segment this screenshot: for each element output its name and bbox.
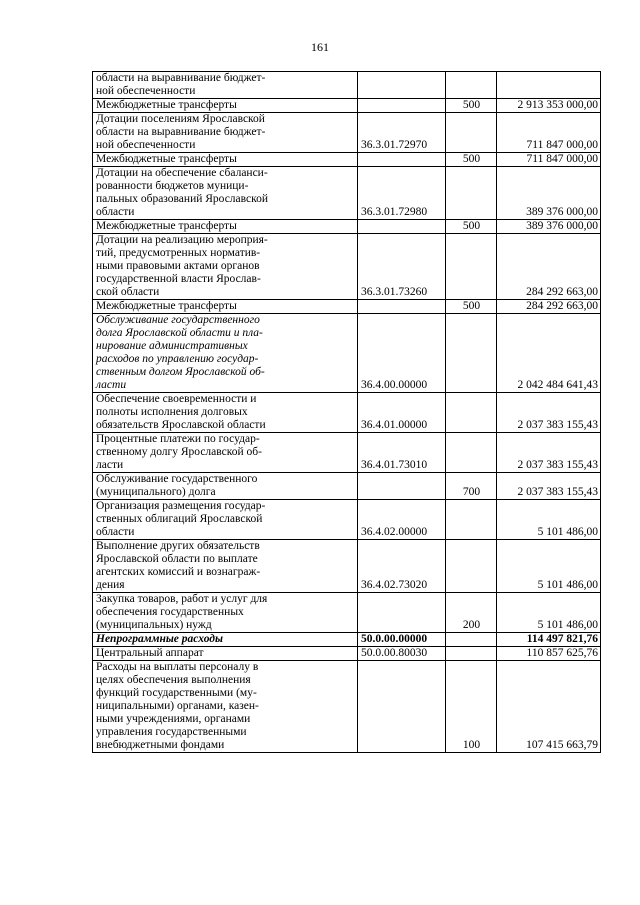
table-row bbox=[93, 99, 601, 113]
expense-name-line: Ярославской области по выплате bbox=[96, 553, 258, 565]
table-row bbox=[93, 314, 601, 393]
expense-type-cell bbox=[446, 540, 497, 593]
expense-name-line: ниципальными) органами, казен- bbox=[96, 700, 259, 712]
expense-name-line: (муниципальных) нужд bbox=[96, 619, 212, 631]
expense-name-cell bbox=[93, 220, 358, 234]
expense-name-line: нирование административных bbox=[96, 340, 248, 352]
expense-name-line: Закупка товаров, работ и услуг для bbox=[96, 593, 268, 605]
expense-name-line: Выполнение других обязательств bbox=[96, 540, 260, 552]
expense-name-line: Обслуживание государственного bbox=[96, 473, 258, 485]
expense-name-cell bbox=[93, 540, 358, 593]
amount-cell: 711 847 000,00 bbox=[497, 113, 601, 153]
expense-type-cell bbox=[446, 393, 497, 433]
table-row bbox=[93, 113, 601, 153]
amount-cell: 284 292 663,00 bbox=[497, 300, 601, 314]
amount-cell: 107 415 663,79 bbox=[497, 661, 601, 753]
expense-name-line: агентских комиссий и вознаграж- bbox=[96, 566, 261, 578]
target-code-cell bbox=[358, 72, 446, 99]
expense-type-cell bbox=[446, 314, 497, 393]
expense-type-cell: 500 bbox=[446, 153, 497, 167]
expense-name-cell bbox=[93, 314, 358, 393]
expense-type-cell bbox=[446, 72, 497, 99]
table-row bbox=[93, 633, 601, 647]
expense-type-cell: 500 bbox=[446, 99, 497, 113]
expense-name-line: Межбюджетные трансферты bbox=[96, 153, 237, 165]
expense-name-line: Межбюджетные трансферты bbox=[96, 220, 237, 232]
expense-name-line: Центральный аппарат bbox=[96, 647, 204, 659]
expense-name-cell bbox=[93, 593, 358, 633]
target-code-cell: 36.4.00.00000 bbox=[358, 314, 446, 393]
expense-name-line: Расходы на выплаты персоналу в bbox=[96, 661, 259, 673]
expense-name-line: ской области bbox=[96, 286, 160, 298]
page-number: 161 bbox=[311, 40, 329, 54]
amount-cell: 114 497 821,76 bbox=[497, 633, 601, 647]
amount-cell bbox=[497, 72, 601, 99]
expense-type-cell: 200 bbox=[446, 593, 497, 633]
target-code-cell: 36.4.02.00000 bbox=[358, 500, 446, 540]
table-row bbox=[93, 393, 601, 433]
amount-cell: 110 857 625,76 bbox=[497, 647, 601, 661]
expense-name-line: Обслуживание государственного bbox=[96, 314, 260, 326]
expense-type-cell: 100 bbox=[446, 661, 497, 753]
expense-name-line: Межбюджетные трансферты bbox=[96, 300, 237, 312]
expense-type-cell: 500 bbox=[446, 300, 497, 314]
target-code-cell bbox=[358, 593, 446, 633]
expense-name-cell bbox=[93, 234, 358, 300]
budget-table-body bbox=[93, 72, 601, 753]
expense-name-line: государственной власти Ярослав- bbox=[96, 273, 261, 285]
expense-name-line: долга Ярославской области и пла- bbox=[96, 327, 263, 339]
amount-cell: 2 042 484 641,43 bbox=[497, 314, 601, 393]
expense-name-line: Межбюджетные трансферты bbox=[96, 99, 237, 111]
expense-name-line: ственному долгу Ярославской об- bbox=[96, 446, 262, 458]
expense-name-line: ной обеспеченности bbox=[96, 85, 196, 97]
amount-cell: 711 847 000,00 bbox=[497, 153, 601, 167]
expense-name-line: расходов по управлению государ- bbox=[96, 353, 259, 365]
expense-name-line: Дотации поселениям Ярославской bbox=[96, 113, 265, 125]
expense-name-cell bbox=[93, 167, 358, 220]
expense-name-line: внебюджетными фондами bbox=[96, 739, 225, 751]
table-row bbox=[93, 661, 601, 753]
expense-name-line: области bbox=[96, 206, 135, 218]
expense-type-cell bbox=[446, 633, 497, 647]
table-row bbox=[93, 433, 601, 473]
expense-name-line: ной обеспеченности bbox=[96, 139, 196, 151]
expense-name-cell bbox=[93, 393, 358, 433]
target-code-cell: 50.0.00.80030 bbox=[358, 647, 446, 661]
amount-cell: 5 101 486,00 bbox=[497, 593, 601, 633]
expense-name-cell bbox=[93, 661, 358, 753]
table-row bbox=[93, 500, 601, 540]
budget-table bbox=[92, 71, 601, 753]
expense-name-cell bbox=[93, 72, 358, 99]
expense-name-cell bbox=[93, 113, 358, 153]
expense-name-cell bbox=[93, 500, 358, 540]
expense-name-line: обеспечения государственных bbox=[96, 606, 244, 618]
table-row bbox=[93, 593, 601, 633]
expense-name-line: полноты исполнения долговых bbox=[96, 406, 248, 418]
expense-name-line: Дотации на реализацию мероприя- bbox=[96, 234, 268, 246]
expense-name-cell bbox=[93, 153, 358, 167]
expense-type-cell bbox=[446, 234, 497, 300]
amount-cell: 2 037 383 155,43 bbox=[497, 393, 601, 433]
amount-cell: 2 913 353 000,00 bbox=[497, 99, 601, 113]
target-code-cell bbox=[358, 220, 446, 234]
expense-name-line: ственным долгом Ярославской об- bbox=[96, 366, 265, 378]
target-code-cell bbox=[358, 99, 446, 113]
table-row bbox=[93, 234, 601, 300]
target-code-cell: 36.3.01.72970 bbox=[358, 113, 446, 153]
expense-name-line: Обеспечение своевременности и bbox=[96, 393, 257, 405]
target-code-cell: 36.4.02.73020 bbox=[358, 540, 446, 593]
expense-name-line: обязательств Ярославской области bbox=[96, 419, 266, 431]
expense-name-line: дения bbox=[96, 579, 125, 591]
expense-name-cell bbox=[93, 633, 358, 647]
amount-cell: 2 037 383 155,43 bbox=[497, 433, 601, 473]
expense-name-line: Дотации на обеспечение сбаланси- bbox=[96, 167, 268, 179]
target-code-cell: 36.3.01.72980 bbox=[358, 167, 446, 220]
target-code-cell: 50.0.00.00000 bbox=[358, 633, 446, 647]
amount-cell: 284 292 663,00 bbox=[497, 234, 601, 300]
expense-name-line: области bbox=[96, 526, 135, 538]
expense-name-line: области на выравнивание бюджет- bbox=[96, 72, 266, 84]
target-code-cell: 36.4.01.00000 bbox=[358, 393, 446, 433]
expense-name-line: ласти bbox=[96, 459, 124, 471]
expense-name-line: (муниципального) долга bbox=[96, 486, 216, 498]
expense-type-cell bbox=[446, 167, 497, 220]
target-code-cell bbox=[358, 661, 446, 753]
expense-name-line: ными правовыми актами органов bbox=[96, 260, 260, 272]
target-code-cell bbox=[358, 153, 446, 167]
expense-name-line: ласти bbox=[96, 379, 127, 391]
table-row bbox=[93, 220, 601, 234]
expense-name-cell bbox=[93, 433, 358, 473]
expense-name-cell bbox=[93, 473, 358, 500]
expense-type-cell bbox=[446, 500, 497, 540]
target-code-cell: 36.4.01.73010 bbox=[358, 433, 446, 473]
amount-cell: 5 101 486,00 bbox=[497, 540, 601, 593]
expense-name-cell bbox=[93, 99, 358, 113]
expense-name-line: области на выравнивание бюджет- bbox=[96, 126, 266, 138]
expense-name-line: управления государственными bbox=[96, 726, 247, 738]
expense-name-line: функций государственными (му- bbox=[96, 687, 257, 699]
expense-name-line: ными учреждениями, органами bbox=[96, 713, 251, 725]
expense-name-line: целях обеспечения выполнения bbox=[96, 674, 251, 686]
expense-name-line: тий, предусмотренных норматив- bbox=[96, 247, 261, 259]
expense-type-cell: 500 bbox=[446, 220, 497, 234]
expense-name-line: Процентные платежи по государ- bbox=[96, 433, 260, 445]
expense-type-cell bbox=[446, 647, 497, 661]
expense-name-cell bbox=[93, 300, 358, 314]
table-row bbox=[93, 300, 601, 314]
table-row bbox=[93, 72, 601, 99]
amount-cell: 389 376 000,00 bbox=[497, 167, 601, 220]
amount-cell: 2 037 383 155,43 bbox=[497, 473, 601, 500]
expense-name-line: Организация размещения государ- bbox=[96, 500, 266, 512]
table-row bbox=[93, 473, 601, 500]
amount-cell: 5 101 486,00 bbox=[497, 500, 601, 540]
target-code-cell: 36.3.01.73260 bbox=[358, 234, 446, 300]
expense-name-line: рованности бюджетов муници- bbox=[96, 180, 249, 192]
target-code-cell bbox=[358, 473, 446, 500]
target-code-cell bbox=[358, 300, 446, 314]
amount-cell: 389 376 000,00 bbox=[497, 220, 601, 234]
table-row bbox=[93, 540, 601, 593]
table-row bbox=[93, 647, 601, 661]
expense-name-cell bbox=[93, 647, 358, 661]
expense-type-cell bbox=[446, 433, 497, 473]
table-row bbox=[93, 167, 601, 220]
expense-name-line: ственных облигаций Ярославской bbox=[96, 513, 263, 525]
expense-name-line: пальных образований Ярославской bbox=[96, 193, 269, 205]
expense-name-line: Непрограммные расходы bbox=[96, 633, 223, 645]
expense-type-cell bbox=[446, 113, 497, 153]
table-row bbox=[93, 153, 601, 167]
expense-type-cell: 700 bbox=[446, 473, 497, 500]
